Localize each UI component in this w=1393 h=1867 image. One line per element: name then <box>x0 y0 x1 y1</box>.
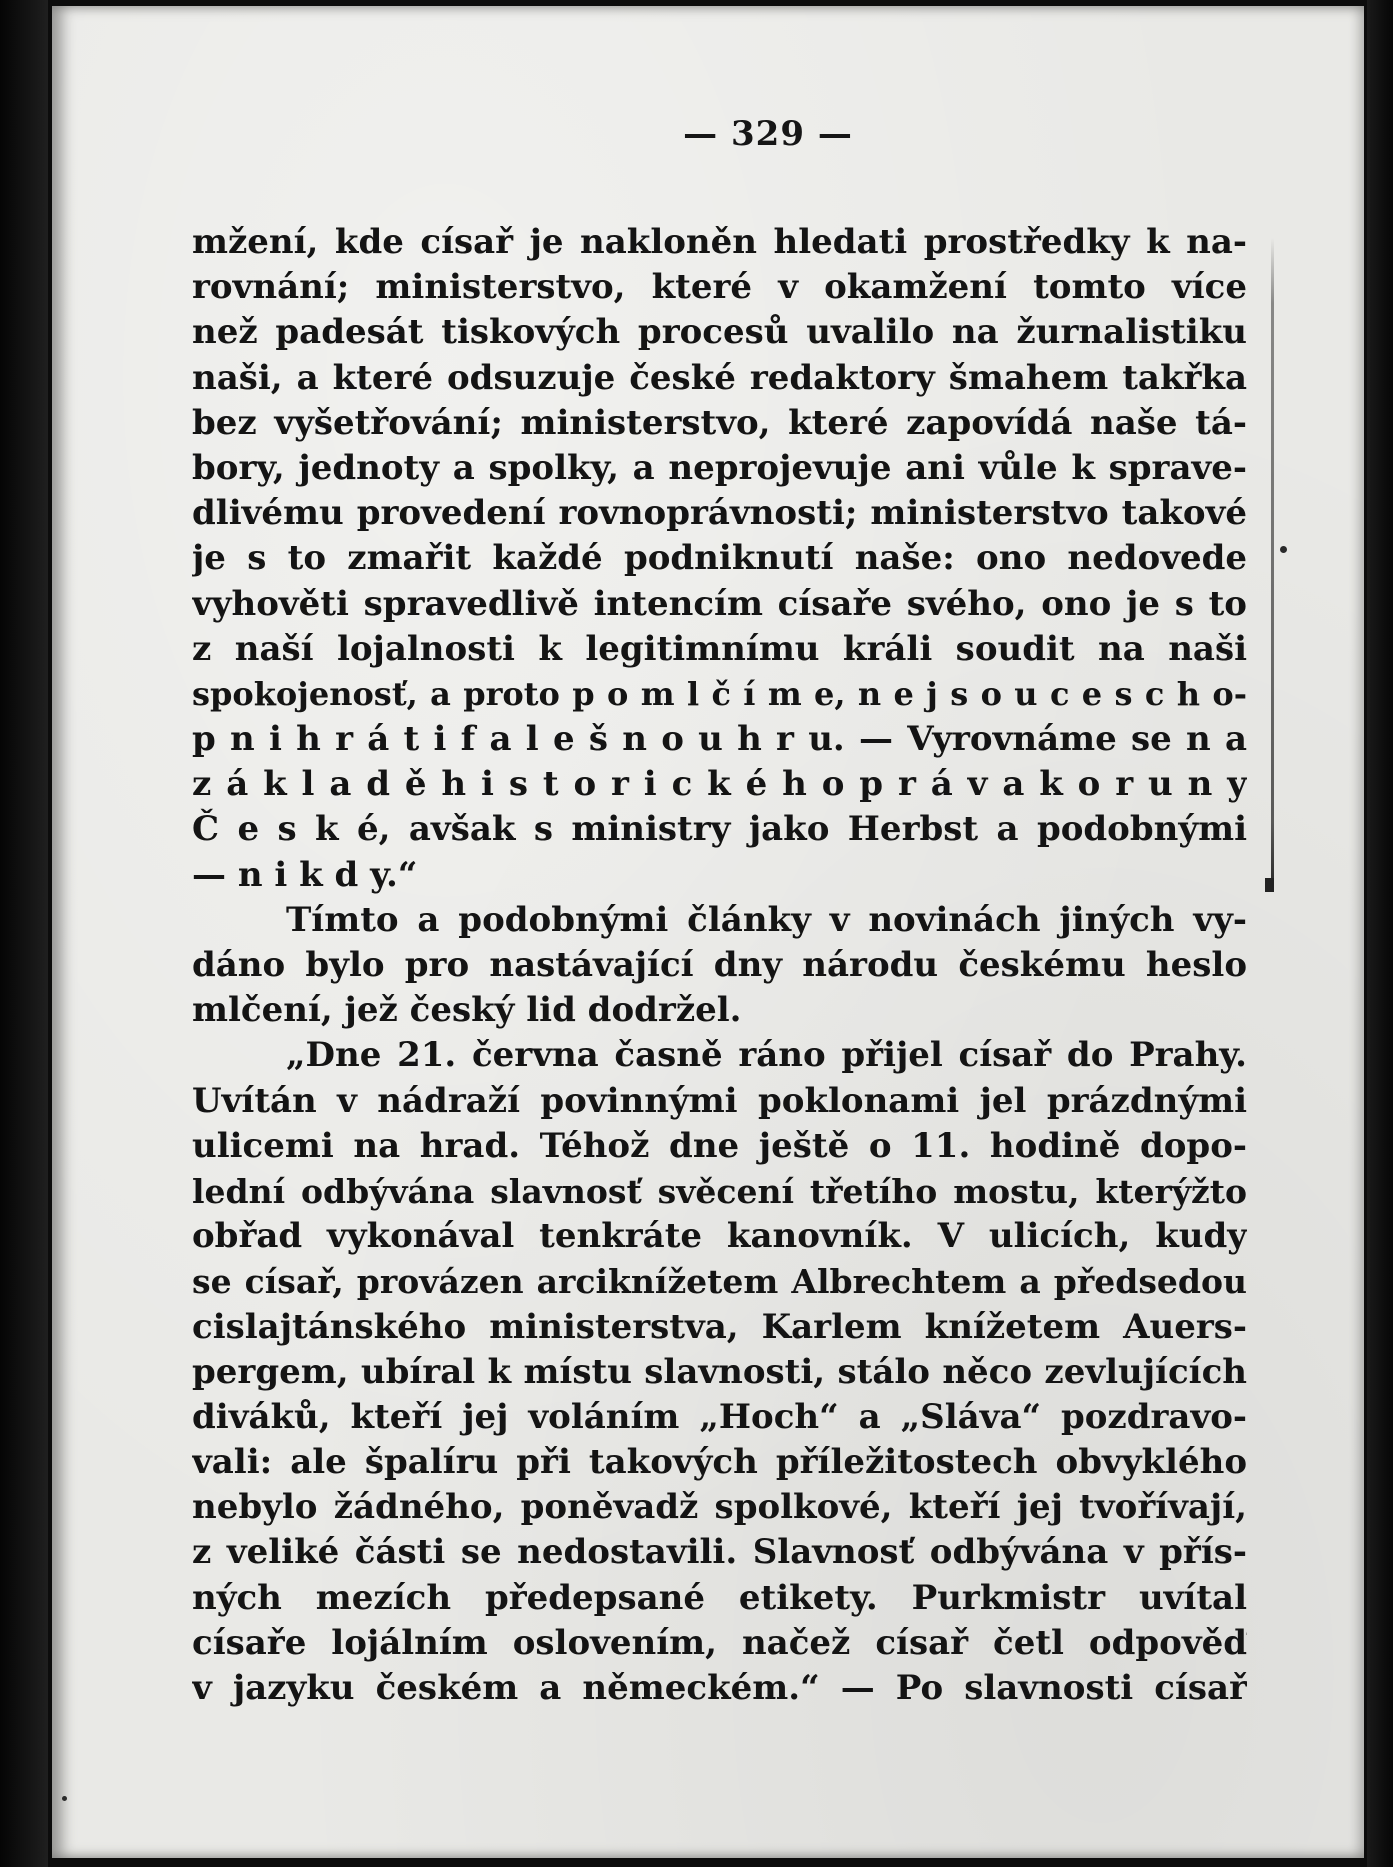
text-line: pergem, ubíral k místu slavnosti, stálo něco zevlujících <box>192 1351 1247 1392</box>
scan-speck <box>62 1796 67 1801</box>
text-line: je s to zmařit každé podniknutí naše: ono nedovede <box>192 538 1247 579</box>
text-line: císaře lojálním oslovením, načež císař četl odpověď <box>192 1622 1247 1663</box>
scan-speck <box>1280 546 1287 553</box>
text-line: v jazyku českém a německém.“ — Po slavnosti císař <box>192 1668 1247 1708</box>
text-line: vyhověti spravedlivě intencím císaře svého, ono je s to <box>192 583 1247 624</box>
text-line: nebylo žádného, poněvadž spolkové, kteří jej tvořívají, <box>192 1487 1247 1528</box>
text-line: p n i h r á t i f a l e š n o u h r u. — Vyrovnáme se n a <box>192 719 1247 760</box>
text-line: Uvítán v nádraží povinnými poklonami jel prázdnými <box>192 1080 1247 1121</box>
text-line: bory, jednoty a spolky, a neprojevuje ani vůle k sprave- <box>192 447 1247 488</box>
text-line: spokojenosť, a proto p o m l č í m e, n e j s o u c e s c h o- <box>192 674 1247 713</box>
text-line: — n i k d y.“ <box>192 854 418 895</box>
text-line: mlčení, jež český lid dodržel. <box>192 990 742 1031</box>
text-line: z veliké části se nedostavili. Slavnosť odbývána v přís- <box>192 1532 1247 1573</box>
text-line: dlivému provedení rovnoprávnosti; ministerstvo takové <box>192 493 1247 534</box>
text-line: lední odbývána slavnosť svěcení třetího mostu, kterýžto <box>192 1171 1247 1211</box>
text-line: Tímto a podobnými články v novinách jiných vy- <box>286 899 1247 940</box>
text-line: vali: ale špalíru při takových příležitostech obvyklého <box>192 1442 1247 1483</box>
text-line: rovnání; ministerstvo, které v okamžení tomto více <box>192 267 1247 308</box>
text-line: mžení, kde císař je nakloněn hledati prostředky k na- <box>192 222 1247 262</box>
page-number: — 329 — <box>683 114 853 154</box>
book-page <box>52 6 1364 1858</box>
text-line: ulicemi na hrad. Téhož dne ještě o 11. hodině dopo- <box>192 1125 1247 1166</box>
text-line: se císař, provázen arciknížetem Albrechtem a předsedou <box>192 1262 1247 1302</box>
text-line: obřad vykonával tenkráte kanovník. V ulicích, kudy <box>192 1216 1247 1257</box>
text-line: dáno bylo pro nastávající dny národu českému heslo <box>192 945 1247 985</box>
text-line: bez vyšetřování; ministerstvo, které zapovídá naše tá- <box>192 402 1247 443</box>
text-line: z naší lojalnosti k legitimnímu králi soudit na naši <box>192 628 1247 669</box>
text-line: cislajtánského ministerstva, Karlem knížetem Auers- <box>192 1306 1247 1347</box>
text-line: Č e s k é, avšak s ministry jako Herbst a podobnými <box>192 809 1247 850</box>
text-line: „Dne 21. června časně ráno přijel císař do Prahy. <box>286 1035 1247 1076</box>
text-line: ných mezích předepsané etikety. Purkmistr uvítal <box>192 1577 1247 1618</box>
text-line: diváků, kteří jej voláním „Hoch“ a „Sláva“ pozdravo- <box>192 1396 1247 1437</box>
scan-edge-right <box>1367 0 1393 1867</box>
scan-edge-left <box>0 0 48 1867</box>
body-text <box>192 220 1247 1711</box>
text-line: naši, a které odsuzuje české redaktory šmahem takřka <box>192 357 1247 398</box>
margin-pencil-tick <box>1265 878 1274 892</box>
margin-pencil-mark <box>1271 238 1274 888</box>
text-line: z á k l a d ě h i s t o r i c k é h o p r á v a k o r u n y <box>192 764 1247 805</box>
text-line: než padesát tiskových procesů uvalilo na žurnalistiku <box>192 312 1247 353</box>
